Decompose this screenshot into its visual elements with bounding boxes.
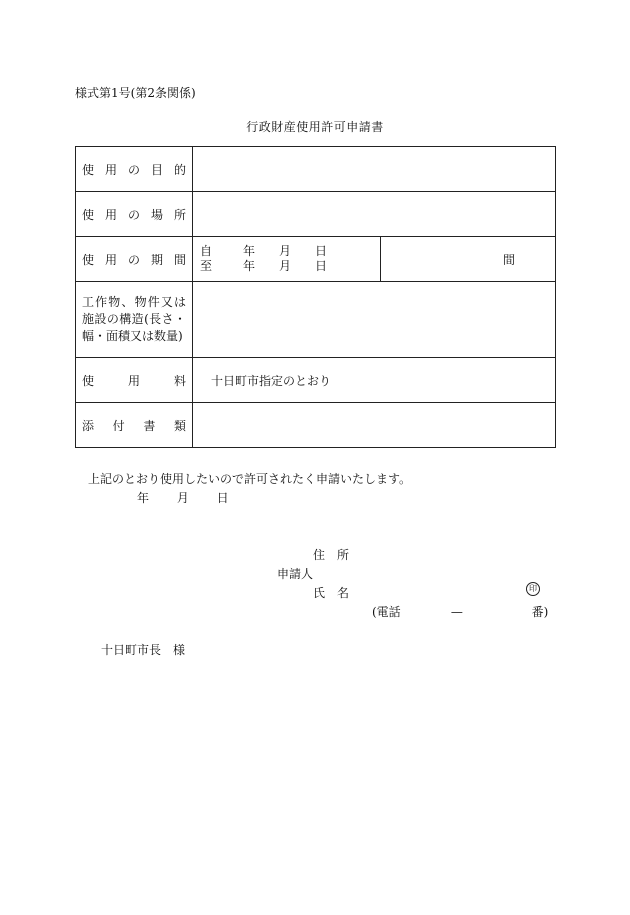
to-month-unit: 月 (279, 259, 292, 273)
period-days-field[interactable] (381, 237, 555, 281)
structure-label: 工作物、物件又は施設の構造(長さ・幅・面積又は数量) (76, 282, 193, 358)
fee-label-char: 料 (173, 373, 186, 388)
attachments-label-char: 添 (82, 418, 95, 433)
tel-dash: — (450, 605, 463, 619)
date-day-unit: 日 (216, 491, 229, 505)
purpose-label-char: 使 (82, 162, 95, 177)
purpose-label-char: の (127, 162, 140, 177)
addressee: 十日町市長 様 (101, 643, 186, 657)
document-title: 行政財産使用許可申請書 (246, 120, 384, 134)
place-label-char: 場 (150, 207, 163, 222)
date-month-unit: 月 (176, 491, 189, 505)
place-label-char: の (127, 207, 140, 222)
row-period (76, 237, 556, 282)
period-label-char: の (127, 252, 140, 267)
period-to-row (200, 259, 380, 274)
fee-label-char: 用 (127, 373, 140, 388)
to-year-unit: 年 (243, 259, 256, 273)
attachments-label-char: 書 (143, 418, 156, 433)
fee-value: 十日町市指定のとおり (193, 358, 556, 403)
purpose-label-char: 目 (150, 162, 163, 177)
period-label-char: 用 (104, 252, 117, 267)
structure-field[interactable] (193, 282, 556, 358)
row-fee (76, 358, 556, 403)
row-attachments (76, 403, 556, 448)
fee-label-char: 使 (82, 373, 95, 388)
period-label (76, 237, 193, 282)
purpose-label-char: 的 (173, 162, 186, 177)
date-year-unit: 年 (137, 491, 150, 505)
period-dates[interactable] (193, 237, 381, 281)
tel-open-label: (電話 (372, 605, 401, 619)
row-structure (76, 282, 556, 358)
application-table (75, 146, 556, 448)
application-date[interactable] (137, 489, 229, 506)
fee-label (76, 358, 193, 403)
place-label (76, 192, 193, 237)
period-days-unit: 間 (502, 252, 515, 267)
telephone-line[interactable] (372, 603, 548, 620)
period-from-row (200, 244, 380, 259)
to-day-unit: 日 (315, 259, 328, 273)
from-day-unit: 日 (315, 244, 328, 258)
place-field[interactable] (193, 192, 556, 237)
purpose-field[interactable] (193, 147, 556, 192)
address-label: 住 所 (313, 548, 350, 562)
tel-close-label: 番) (531, 605, 549, 619)
row-purpose (76, 147, 556, 192)
applicant-label: 申請人 (277, 567, 314, 581)
purpose-label (76, 147, 193, 192)
application-statement: 上記のとおり使用したいので許可されたく申請いたします。 (88, 472, 412, 486)
period-label-char: 間 (173, 252, 186, 267)
place-label-char: 用 (104, 207, 117, 222)
attachments-label (76, 403, 193, 448)
period-field (193, 237, 556, 282)
attachments-label-char: 付 (112, 418, 125, 433)
attachments-label-char: 類 (173, 418, 186, 433)
from-year-unit: 年 (243, 244, 256, 258)
to-marker: 至 (200, 259, 213, 273)
form-number: 様式第1号(第2条関係) (75, 86, 196, 100)
place-label-char: 所 (173, 207, 186, 222)
name-label: 氏 名 (313, 586, 350, 600)
period-label-char: 使 (82, 252, 95, 267)
place-label-char: 使 (82, 207, 95, 222)
attachments-field[interactable] (193, 403, 556, 448)
row-place (76, 192, 556, 237)
purpose-label-char: 用 (104, 162, 117, 177)
period-label-char: 期 (150, 252, 163, 267)
from-marker: 自 (200, 244, 213, 258)
seal-mark: 印 (526, 582, 540, 596)
from-month-unit: 月 (279, 244, 292, 258)
